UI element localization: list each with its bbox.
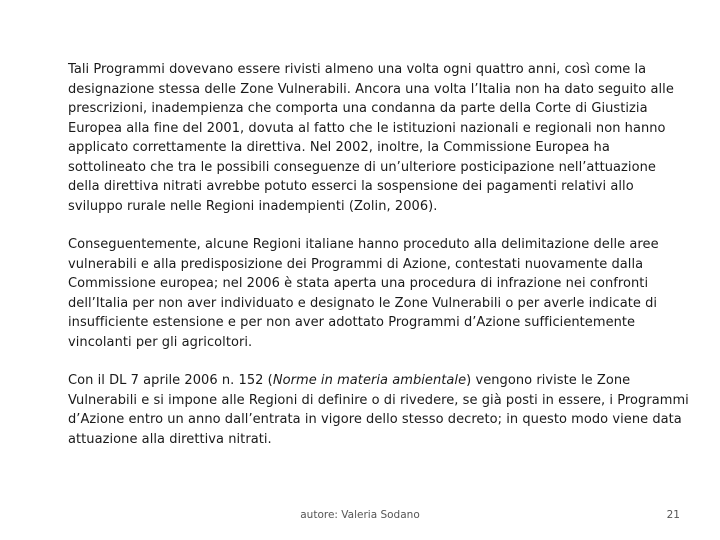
paragraph-2: Conseguentemente, alcune Regioni italiane hanno proceduto alla delimitazione delle aree vulnerabili e alla predisposizione dei Programmi di Azione, contestati nuovamente dalla Commissione europea; nel 2006 è stata aperta una procedura di infrazione nei confronti dell’Italia per non aver individuato e designato le Zone Vulnerabili o per averle indicate di insufficiente estensione e per non aver adottato Programmi d’Azione sufficientemente vincolanti per gli agricoltori. (68, 237, 659, 350)
page-number: 21 (666, 509, 680, 521)
paragraph-3-rest: ) vengono riviste le Zone Vulnerabili e si impone alle Regioni di definire o di rivedere, se già posti in essere, i Programmi d’Azione entro un anno dall’entrata in vigore dello stesso decreto; in questo modo viene data attuazione alla direttiva nitrati. (68, 373, 689, 447)
slide-body (68, 60, 690, 449)
law-title-italic: Norme in materia ambientale (272, 373, 467, 388)
paragraph-3 (68, 371, 690, 449)
paragraph-1: Tali Programmi dovevano essere rivisti almeno una volta ogni quattro anni, così come la designazione stessa delle Zone Vulnerabili. Ancora una volta l’Italia non ha dato seguito alle prescrizioni, inadempienza che comporta una condanna da parte della Corte di Giustizia Europea alla fine del 2001, dovuta al fatto che le istituzioni nazionali e regionali non hanno applicato correttamente la direttiva. Nel 2002, inoltre, la Commissione Europea ha sottolineato che tra le possibili conseguenze di un’ulteriore posticipazione nell’attuazione della direttiva nitrati avrebbe potuto esserci la sospensione dei pagamenti relativi allo sviluppo rurale nelle Regioni inadempienti (Zolin, 2006). (68, 62, 674, 214)
footer-author: autore: Valeria Sodano (300, 509, 420, 521)
paragraph-3-lead: Con il DL 7 aprile 2006 n. 152 ( (68, 373, 273, 388)
